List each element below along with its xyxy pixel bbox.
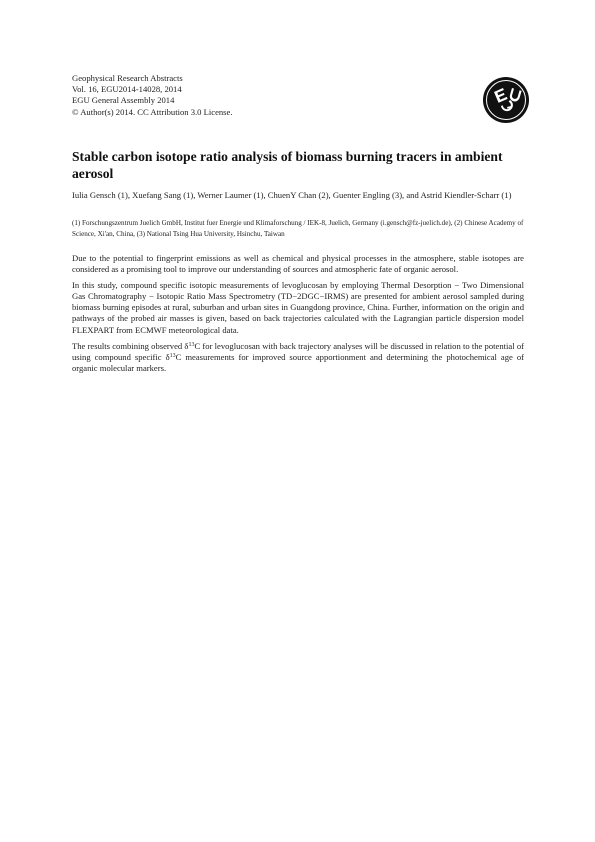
author-list: Iulia Gensch (1), Xuefang Sang (1), Werner Laumer (1), ChuenY Chan (2), Guenter Engling (3), and Astrid Kiendler-Scharr (1) [72,190,512,200]
affiliations: (1) Forschungszentrum Juelich GmbH, Institut fuer Energie und Klimaforschung / IEK-8, Juelich, Germany (i.gensch@fz-juelich.de), (2) Chinese Academy of Science, Xi'an, China, (3) National Tsing Hua University, Hsinchu, Taiwan [72,219,524,238]
journal-name: Geophysical Research Abstracts [72,73,183,83]
p3-text-2: C for levoglucosan with back trajectory analyses will be discussed in relation to the potential of using compound specific δ [72,340,524,362]
abstract-body [72,253,524,379]
journal-header [72,73,372,118]
license-info: © Author(s) 2014. CC Attribution 3.0 License. [72,106,233,117]
paragraph-2: In this study, compound specific isotopic measurements of levoglucosan by employing Thermal Desorption − Two Dimensional Gas Chromatography − Isotopic Ratio Mass Spectrometry (TD−2DGC−IRMS) are presented for ambient aerosol sampled during biomass burning episodes at rural, suburban and urban sites in Guangdong province, China. Further, information on the origin and pathways of the probed air masses is given, based on back trajectories calculated with the Lagrangian particle dispersion model FLEXPART from ECMWF meteorological data. [72,280,524,335]
paragraph-3 [72,341,524,374]
paragraph-1: Due to the potential to fingerprint emissions as well as chemical and physical processes in the atmosphere, stable isotopes are considered as a promising tool to improve our understanding of sources and atmospheric fate of organic aerosol. [72,253,524,275]
volume-info: Vol. 16, EGU2014-14028, 2014 [72,84,182,95]
abstract-title: Stable carbon isotope ratio analysis of biomass burning tracers in ambient aerosol [72,149,503,181]
assembly-info: EGU General Assembly 2014 [72,95,175,106]
p3-text-3: C measurements for improved source apportionment and determining the photochemical age of organic molecular markers. [72,351,524,373]
p3-text-1: The results combining observed δ [72,340,189,351]
p3-superscript-2: 13 [169,352,176,359]
p3-superscript-1: 13 [188,341,195,348]
egu-logo-icon [481,75,531,125]
